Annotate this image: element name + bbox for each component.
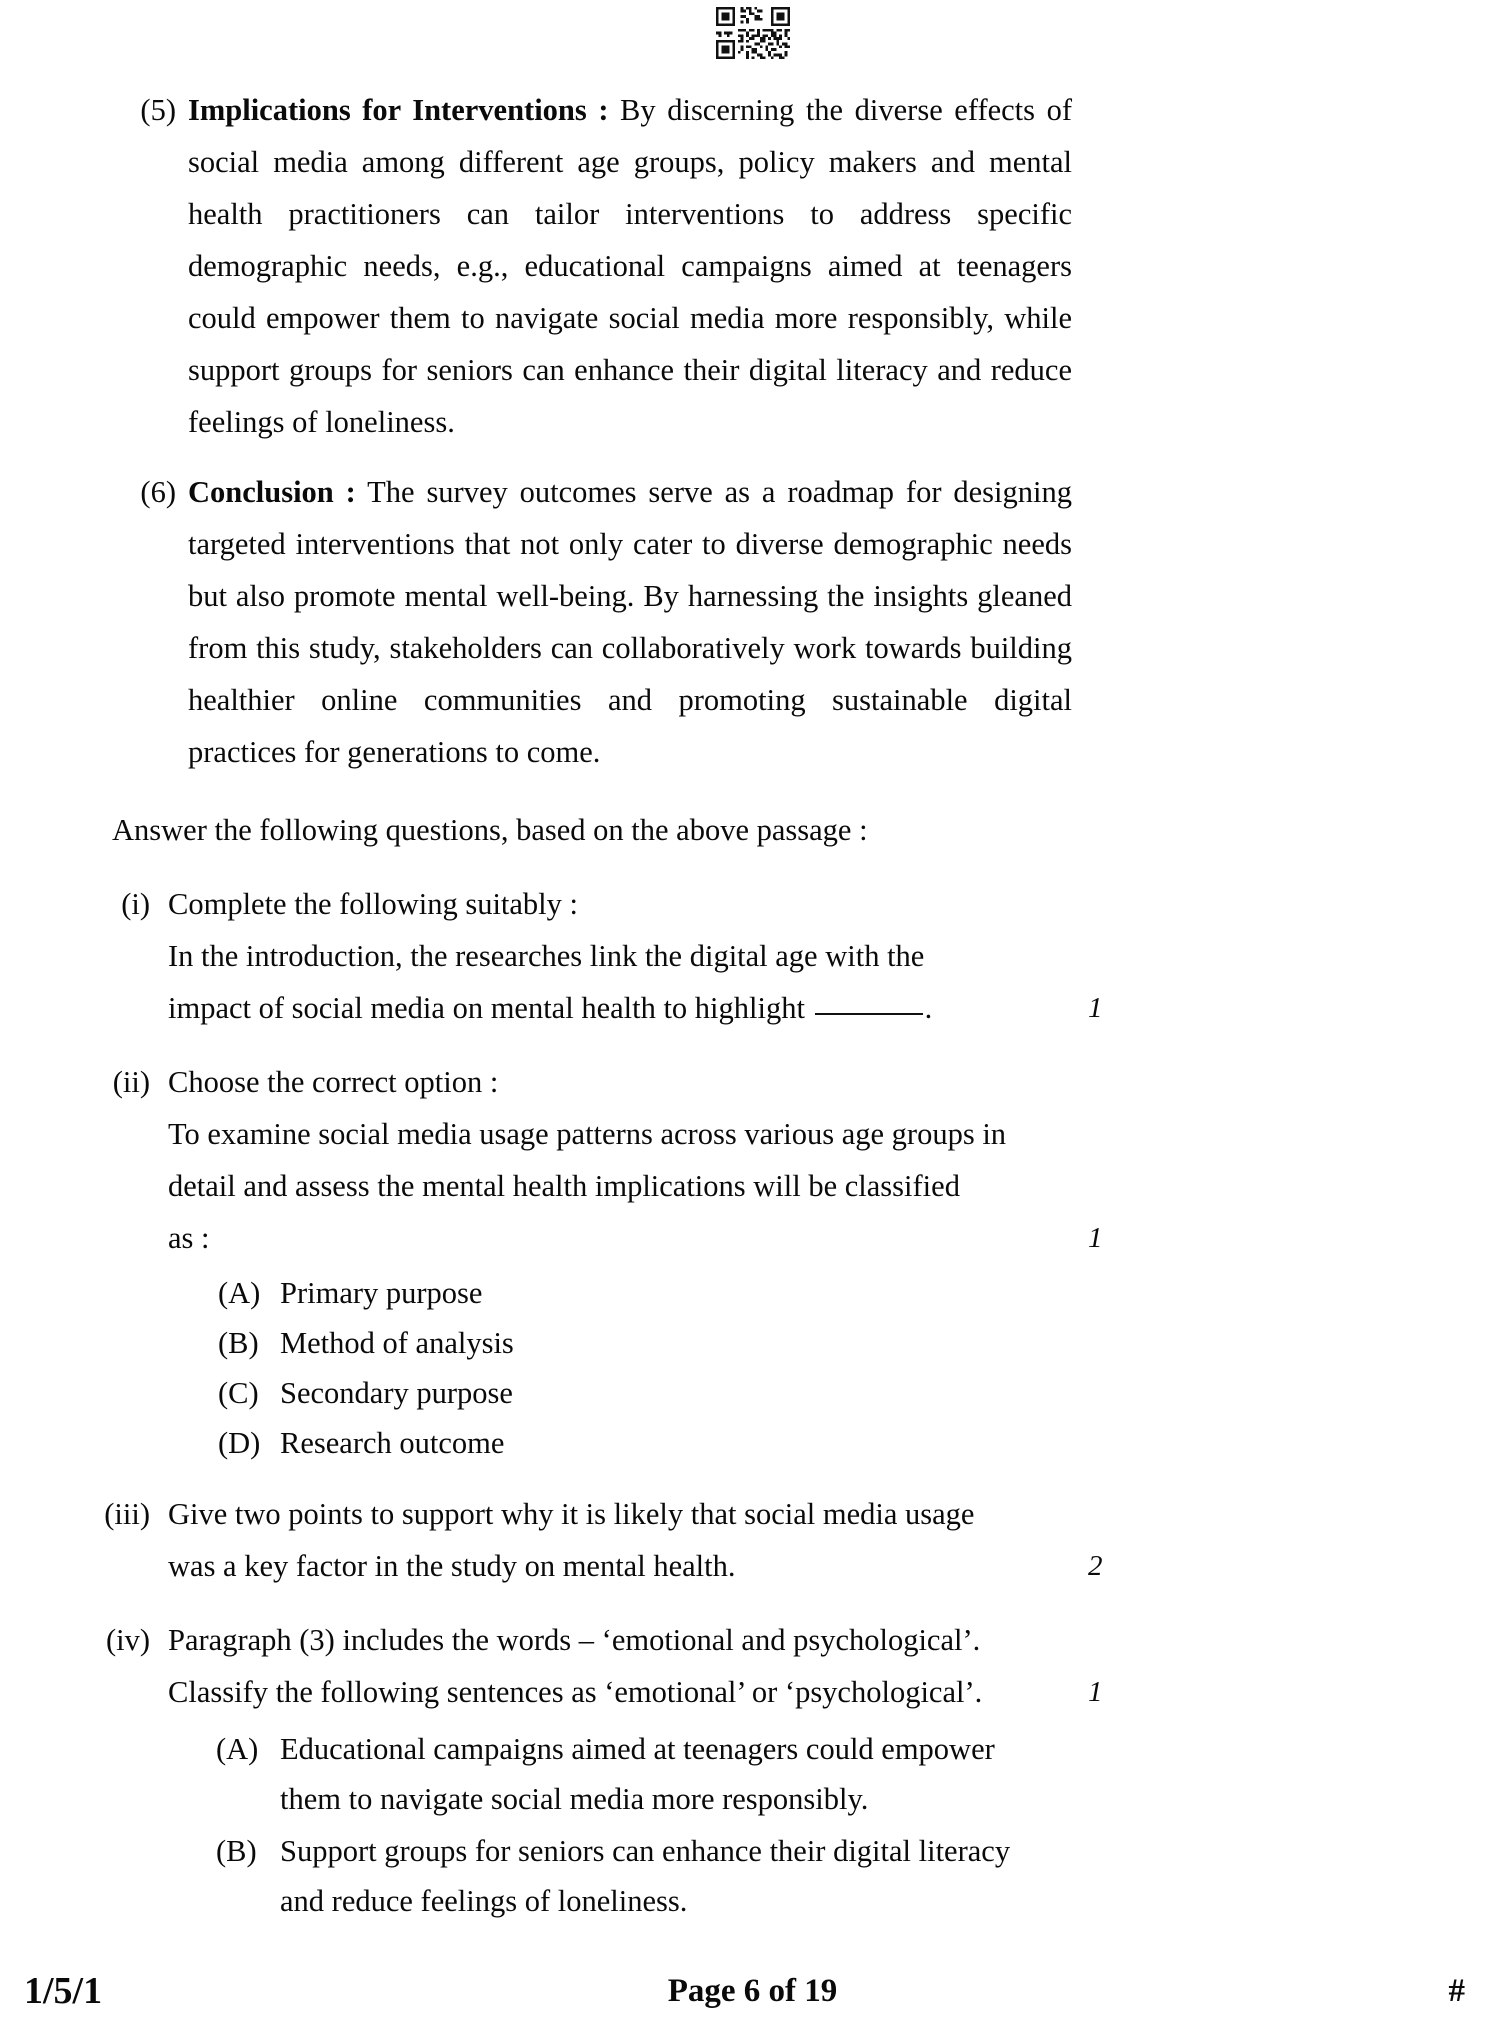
option-d[interactable] <box>168 1418 1052 1468</box>
question-body <box>168 1488 1052 1592</box>
qr-code-header <box>0 4 1505 62</box>
option-label: Secondary purpose <box>280 1376 513 1410</box>
paragraph-body: By discerning the diverse effects of social media among different age groups, policy makers and mental health practitioners can tailor interventions to address specific demographic needs, e.g., educational campaigns aimed at teenagers could empower them to navigate social media more responsibly, while support groups for seniors can enhance their digital literacy and reduce feelings of loneliness. <box>188 93 1073 439</box>
marks-number: 1 <box>1088 1222 1103 1254</box>
question-text-line: In the introduction, the researches link the digital age with the <box>168 939 925 973</box>
marks-number: 2 <box>1088 1550 1103 1582</box>
question-text-line: as : <box>168 1221 210 1255</box>
question-number: (ii) <box>112 1065 150 1099</box>
marks-value <box>1052 1488 1142 1592</box>
end-mark: # <box>1448 1972 1465 2009</box>
option-letter: (B) <box>218 1326 259 1360</box>
sentence-line: Support groups for seniors can enhance their digital literacy <box>280 1834 1011 1868</box>
question-text-line: Give two points to support why it is likely that social media usage <box>168 1497 975 1531</box>
question-body <box>168 1614 1052 1928</box>
qr-code-icon <box>713 4 793 62</box>
paragraph-heading: Conclusion : <box>188 475 356 509</box>
option-label: Research outcome <box>280 1426 505 1460</box>
option-list <box>168 1268 1052 1468</box>
question-i <box>0 878 1505 1034</box>
instruction-line: Answer the following questions, based on the above passage : <box>112 813 868 847</box>
sentence-line: them to navigate social media more responsibly. <box>280 1782 869 1816</box>
question-text-before-blank: impact of social media on mental health to highlight <box>168 991 813 1025</box>
option-letter: (A) <box>218 1276 261 1310</box>
option-letter: (C) <box>218 1376 259 1410</box>
paragraph-text <box>188 466 1072 778</box>
question-prompt: Complete the following suitably : <box>168 887 579 921</box>
question-text-line: To examine social media usage patterns across various age groups in <box>168 1117 1007 1151</box>
paragraph-marker: (6) <box>140 475 176 509</box>
question-text-line: Paragraph (3) includes the words – ‘emotional and psychological’. <box>168 1623 981 1657</box>
sentence-a <box>168 1724 1052 1824</box>
question-number: (iv) <box>105 1623 150 1657</box>
marks-value <box>1052 1056 1142 1264</box>
question-fill-in-line <box>168 982 1052 1034</box>
option-letter: (D) <box>218 1426 261 1460</box>
paragraph-text <box>188 84 1072 448</box>
passage-paragraph-5 <box>0 84 1505 448</box>
question-number: (iii) <box>104 1497 150 1531</box>
sentence-line: and reduce feelings of loneliness. <box>280 1884 688 1918</box>
question-prompt: Choose the correct option : <box>168 1065 499 1099</box>
question-number: (i) <box>121 887 150 921</box>
marks-value <box>1052 878 1142 1034</box>
marks-number: 1 <box>1088 1676 1103 1708</box>
sentence-list <box>168 1724 1052 1926</box>
question-text-line: detail and assess the mental health implications will be classified <box>168 1169 960 1203</box>
question-text-after-blank: . <box>924 991 933 1025</box>
page-content <box>0 84 1505 1938</box>
option-c[interactable] <box>168 1368 1052 1418</box>
question-text-line: was a key factor in the study on mental health. <box>168 1549 736 1583</box>
sentence-line: Educational campaigns aimed at teenagers could empower <box>280 1732 995 1766</box>
answer-blank[interactable] <box>815 1013 923 1015</box>
question-body <box>168 878 1052 1034</box>
marks-value <box>1052 1614 1142 1718</box>
sentence-text <box>280 1826 1052 1926</box>
question-iv <box>0 1614 1505 1928</box>
passage-paragraph-6 <box>0 466 1505 778</box>
marks-number: 1 <box>1088 992 1103 1024</box>
paragraph-heading: Implications for Interventions : <box>188 93 609 127</box>
option-label: Primary purpose <box>280 1276 483 1310</box>
page-footer <box>0 1966 1505 2016</box>
page-number: Page 6 of 19 <box>667 1972 838 2009</box>
sentence-letter: (B) <box>216 1834 257 1868</box>
option-label: Method of analysis <box>280 1326 514 1360</box>
paragraph-body: The survey outcomes serve as a roadmap for designing targeted interventions that not only cater to diverse demographic needs but also promote mental well-being. By harnessing the insights gleaned from this study, stakeholders can collaboratively work towards building healthier online communities and promoting sustainable digital practices for generations to come. <box>188 475 1072 769</box>
sentence-letter: (A) <box>216 1732 259 1766</box>
option-a[interactable] <box>168 1268 1052 1318</box>
question-ii <box>0 1056 1505 1468</box>
option-b[interactable] <box>168 1318 1052 1368</box>
paragraph-marker: (5) <box>140 93 176 127</box>
paper-code: 1/5/1 <box>24 1970 103 2012</box>
question-iii <box>0 1488 1505 1592</box>
sentence-b <box>168 1826 1052 1926</box>
sentence-text <box>280 1724 1052 1824</box>
question-body <box>168 1056 1052 1468</box>
question-text-line: Classify the following sentences as ‘emotional’ or ‘psychological’. <box>168 1675 983 1709</box>
